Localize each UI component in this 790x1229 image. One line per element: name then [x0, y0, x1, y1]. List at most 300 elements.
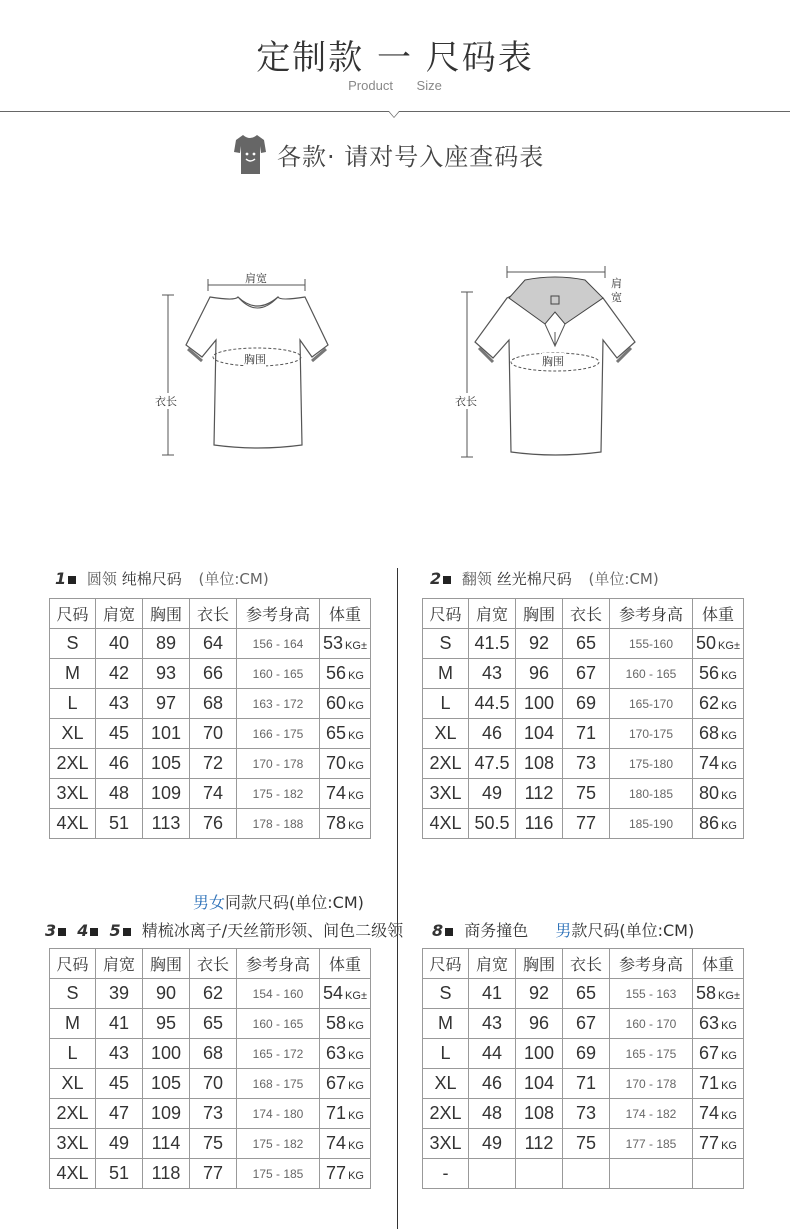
cell-weight: [320, 1129, 371, 1159]
cell-chest: [516, 1159, 563, 1189]
weight-value: 71: [699, 1073, 720, 1093]
cell-height: 163 - 172: [237, 689, 320, 719]
cell-length: 73: [190, 1099, 237, 1129]
section-number: 5: [109, 921, 121, 940]
cell-shoulder: 42: [96, 659, 143, 689]
table-row: [50, 1069, 371, 1099]
cell-shoulder: 48: [96, 779, 143, 809]
cell-length: 62: [190, 979, 237, 1009]
cell-height: 165 - 172: [237, 1039, 320, 1069]
column-header: 参考身高: [610, 599, 693, 629]
table-row: [423, 1159, 744, 1189]
cell-size: L: [423, 689, 469, 719]
cell-length: 72: [190, 749, 237, 779]
cell-shoulder: 46: [469, 1069, 516, 1099]
cell-length: 64: [190, 629, 237, 659]
cell-chest: 96: [516, 1009, 563, 1039]
table-header-row: [423, 599, 744, 629]
cell-size: L: [423, 1039, 469, 1069]
cell-size: S: [50, 629, 96, 659]
table-row: [423, 779, 744, 809]
tshirt-icon: [233, 132, 267, 176]
cell-length: 65: [563, 979, 610, 1009]
cell-weight: [320, 1159, 371, 1189]
cell-shoulder: [469, 1159, 516, 1189]
weight-unit: KG: [721, 1050, 737, 1062]
cell-size: -: [423, 1159, 469, 1189]
column-header: 胸围: [143, 599, 190, 629]
cell-shoulder: 46: [469, 719, 516, 749]
column-header: 参考身高: [237, 949, 320, 979]
column-header: 衣长: [563, 949, 610, 979]
weight-unit: KG: [348, 1050, 364, 1062]
cell-shoulder: 45: [96, 719, 143, 749]
cell-height: 174 - 182: [610, 1099, 693, 1129]
cell-height: 185-190: [610, 809, 693, 839]
cell-chest: 89: [143, 629, 190, 659]
section-name: 同款尺码(单位:CM): [225, 893, 364, 912]
weight-value: 63: [699, 1013, 720, 1033]
cell-length: 69: [563, 1039, 610, 1069]
table-row: [423, 1009, 744, 1039]
cell-length: 67: [563, 1009, 610, 1039]
tee-chest-label: 胸围: [244, 353, 266, 366]
cell-shoulder: 41: [469, 979, 516, 1009]
cell-chest: 95: [143, 1009, 190, 1039]
table-row: [423, 659, 744, 689]
column-header: 体重: [693, 949, 744, 979]
section-collar: 圆领: [86, 570, 117, 588]
column-header: 衣长: [190, 949, 237, 979]
cell-shoulder: 45: [96, 1069, 143, 1099]
tee-shoulder-label: 肩宽: [245, 272, 267, 285]
column-header: 衣长: [190, 599, 237, 629]
cell-shoulder: 39: [96, 979, 143, 1009]
weight-unit: KG: [348, 790, 364, 802]
weight-unit: KG±: [345, 640, 367, 652]
weight-value: 86: [699, 813, 720, 833]
column-header: 胸围: [143, 949, 190, 979]
table-row: [423, 809, 744, 839]
column-header: 参考身高: [610, 949, 693, 979]
table-header-row: [50, 599, 371, 629]
table-row: [50, 1039, 371, 1069]
weight-value: 70: [326, 753, 347, 773]
cell-height: 170 - 178: [237, 749, 320, 779]
cell-height: 175-180: [610, 749, 693, 779]
cell-chest: 105: [143, 1069, 190, 1099]
cell-size: S: [423, 979, 469, 1009]
cell-length: 68: [190, 1039, 237, 1069]
cell-size: M: [423, 659, 469, 689]
table-row: [423, 749, 744, 779]
tee-length-label: 衣长: [155, 395, 177, 408]
cell-size: S: [423, 629, 469, 659]
cell-weight: [693, 629, 744, 659]
cell-chest: 92: [516, 629, 563, 659]
cell-shoulder: 41.5: [469, 629, 516, 659]
cell-length: 71: [563, 1069, 610, 1099]
weight-value: 60: [326, 693, 347, 713]
weight-value: 56: [699, 663, 720, 683]
section-unit: (单位:CM): [588, 570, 659, 588]
polo-length-label: 衣长: [455, 395, 477, 408]
section-2-heading: [430, 568, 659, 589]
size-table-1: [49, 598, 371, 839]
section-pre: 男: [555, 921, 572, 940]
cell-height: 170-175: [610, 719, 693, 749]
cell-chest: 92: [516, 979, 563, 1009]
weight-unit: KG: [721, 730, 737, 742]
cell-shoulder: 43: [469, 1009, 516, 1039]
table-row: [50, 659, 371, 689]
column-header: 胸围: [516, 599, 563, 629]
weight-value: 56: [326, 663, 347, 683]
table-row: [50, 1009, 371, 1039]
cell-length: 74: [190, 779, 237, 809]
cell-shoulder: 48: [469, 1099, 516, 1129]
table-row: [423, 1129, 744, 1159]
cell-weight: [693, 809, 744, 839]
cell-height: 155-160: [610, 629, 693, 659]
weight-unit: KG: [721, 820, 737, 832]
weight-unit: KG: [348, 1080, 364, 1092]
cell-chest: 100: [516, 1039, 563, 1069]
weight-unit: KG: [348, 1140, 364, 1152]
weight-value: 65: [326, 723, 347, 743]
column-header: 体重: [320, 949, 371, 979]
cell-length: 70: [190, 719, 237, 749]
table-row: [423, 979, 744, 1009]
section-desc: 商务撞色: [464, 921, 529, 940]
cell-size: 3XL: [423, 779, 469, 809]
table-row: [50, 629, 371, 659]
cell-chest: 104: [516, 719, 563, 749]
cell-chest: 114: [143, 1129, 190, 1159]
cell-shoulder: 41: [96, 1009, 143, 1039]
weight-unit: KG: [721, 1080, 737, 1092]
cell-height: 174 - 180: [237, 1099, 320, 1129]
table-row: [423, 689, 744, 719]
cell-shoulder: 51: [96, 1159, 143, 1189]
cell-length: 77: [563, 809, 610, 839]
cell-height: 177 - 185: [610, 1129, 693, 1159]
cell-size: XL: [423, 1069, 469, 1099]
weight-value: 67: [326, 1073, 347, 1093]
cell-size: 2XL: [50, 749, 96, 779]
table-row: [423, 1099, 744, 1129]
section-3-heading: [45, 918, 403, 941]
cell-size: 4XL: [423, 809, 469, 839]
cell-shoulder: 43: [96, 1039, 143, 1069]
table-row: [50, 1099, 371, 1129]
table-header-row: [423, 949, 744, 979]
cell-height: 156 - 164: [237, 629, 320, 659]
cell-length: 70: [190, 1069, 237, 1099]
cell-length: [563, 1159, 610, 1189]
cell-length: 77: [190, 1159, 237, 1189]
weight-value: 74: [326, 783, 347, 803]
cell-weight: [320, 979, 371, 1009]
table-row: [423, 719, 744, 749]
weight-unit: KG±: [718, 990, 740, 1002]
weight-value: 63: [326, 1043, 347, 1063]
section-3-title: [193, 890, 364, 913]
weight-unit: KG: [348, 670, 364, 682]
cell-length: 66: [190, 659, 237, 689]
section-name: 款尺码(单位:CM): [571, 921, 695, 940]
cell-chest: 105: [143, 749, 190, 779]
cell-height: 155 - 163: [610, 979, 693, 1009]
cell-shoulder: 49: [96, 1129, 143, 1159]
section-number: 2: [430, 569, 442, 588]
table-row: [423, 629, 744, 659]
cell-length: 65: [190, 1009, 237, 1039]
weight-unit: KG: [348, 1020, 364, 1032]
size-table-3: [49, 948, 371, 1189]
cell-weight: [693, 749, 744, 779]
cell-weight: [320, 719, 371, 749]
column-divider: [397, 568, 398, 1229]
cell-size: M: [50, 1009, 96, 1039]
cell-size: L: [50, 1039, 96, 1069]
cell-weight: [693, 659, 744, 689]
weight-unit: KG: [348, 1170, 364, 1182]
column-header: 体重: [320, 599, 371, 629]
cell-height: 166 - 175: [237, 719, 320, 749]
weight-unit: KG: [721, 700, 737, 712]
weight-value: 53: [323, 633, 344, 653]
weight-unit: KG±: [718, 640, 740, 652]
cell-chest: 112: [516, 1129, 563, 1159]
cell-chest: 97: [143, 689, 190, 719]
cell-chest: 93: [143, 659, 190, 689]
cell-chest: 108: [516, 1099, 563, 1129]
cell-shoulder: 44.5: [469, 689, 516, 719]
cell-height: 180-185: [610, 779, 693, 809]
cell-shoulder: 49: [469, 779, 516, 809]
section-1-heading: [55, 568, 269, 589]
column-header: 肩宽: [96, 949, 143, 979]
cell-height: 160 - 165: [237, 1009, 320, 1039]
column-header: 胸围: [516, 949, 563, 979]
weight-value: 78: [326, 813, 347, 833]
cell-chest: 116: [516, 809, 563, 839]
weight-value: 74: [699, 753, 720, 773]
table-row: [50, 1159, 371, 1189]
weight-value: 77: [326, 1163, 347, 1183]
column-header: 尺码: [423, 949, 469, 979]
size-table-2: [422, 598, 744, 839]
weight-unit: KG: [721, 1140, 737, 1152]
cell-size: 4XL: [50, 809, 96, 839]
cell-size: S: [50, 979, 96, 1009]
cell-chest: 90: [143, 979, 190, 1009]
cell-length: 73: [563, 1099, 610, 1129]
cell-chest: 108: [516, 749, 563, 779]
size-hint: [233, 130, 544, 178]
cell-height: 170 - 178: [610, 1069, 693, 1099]
cell-weight: [320, 659, 371, 689]
cell-weight: [320, 779, 371, 809]
weight-value: 68: [699, 723, 720, 743]
cell-chest: 109: [143, 779, 190, 809]
table-row: [423, 1069, 744, 1099]
cell-weight: [320, 629, 371, 659]
section-name: 纯棉尺码: [121, 570, 182, 588]
page-title: 定制款 一 尺码表: [256, 38, 534, 78]
cell-weight: [320, 1039, 371, 1069]
weight-value: 77: [699, 1133, 720, 1153]
cell-length: 75: [190, 1129, 237, 1159]
cell-weight: [693, 1129, 744, 1159]
cell-weight: [693, 1159, 744, 1189]
cell-length: 69: [563, 689, 610, 719]
cell-size: 2XL: [423, 749, 469, 779]
cell-shoulder: 40: [96, 629, 143, 659]
table-row: [50, 719, 371, 749]
cell-height: 160 - 170: [610, 1009, 693, 1039]
weight-unit: KG: [348, 820, 364, 832]
section-number: 8: [432, 921, 444, 940]
cell-size: 3XL: [423, 1129, 469, 1159]
section-desc: 精梳冰离子/天丝箭形领、间色二级领: [141, 921, 404, 940]
table-row: [50, 1129, 371, 1159]
cell-chest: 100: [516, 689, 563, 719]
table-row: [50, 979, 371, 1009]
cell-weight: [320, 809, 371, 839]
hint-text: 各款· 请对号入座查码表: [277, 142, 545, 171]
section-number: 1: [55, 569, 67, 588]
cell-weight: [693, 689, 744, 719]
cell-weight: [320, 749, 371, 779]
cell-height: 175 - 182: [237, 779, 320, 809]
weight-unit: KG: [721, 760, 737, 772]
cell-chest: 118: [143, 1159, 190, 1189]
cell-height: 175 - 185: [237, 1159, 320, 1189]
cell-height: 160 - 165: [237, 659, 320, 689]
cell-height: 178 - 188: [237, 809, 320, 839]
cell-size: XL: [50, 1069, 96, 1099]
column-header: 尺码: [50, 599, 96, 629]
table-row: [50, 749, 371, 779]
weight-value: 74: [699, 1103, 720, 1123]
column-header: 肩宽: [469, 599, 516, 629]
weight-unit: KG: [721, 1110, 737, 1122]
cell-shoulder: 46: [96, 749, 143, 779]
cell-size: 2XL: [423, 1099, 469, 1129]
cell-shoulder: 47.5: [469, 749, 516, 779]
weight-value: 58: [696, 983, 717, 1003]
cell-size: 2XL: [50, 1099, 96, 1129]
cell-size: L: [50, 689, 96, 719]
column-header: 尺码: [50, 949, 96, 979]
column-header: 体重: [693, 599, 744, 629]
cell-weight: [693, 1069, 744, 1099]
cell-length: 65: [563, 629, 610, 659]
table-row: [423, 1039, 744, 1069]
weight-value: 62: [699, 693, 720, 713]
cell-weight: [320, 1069, 371, 1099]
weight-value: 58: [326, 1013, 347, 1033]
cell-weight: [693, 719, 744, 749]
cell-size: XL: [50, 719, 96, 749]
cell-length: 73: [563, 749, 610, 779]
cell-weight: [320, 1099, 371, 1129]
cell-length: 75: [563, 1129, 610, 1159]
cell-size: 3XL: [50, 779, 96, 809]
cell-chest: 100: [143, 1039, 190, 1069]
cell-height: 160 - 165: [610, 659, 693, 689]
cell-shoulder: 51: [96, 809, 143, 839]
page-subtitle: Product Size: [348, 78, 442, 93]
cell-height: 175 - 182: [237, 1129, 320, 1159]
cell-size: M: [50, 659, 96, 689]
cell-shoulder: 43: [96, 689, 143, 719]
section-collar: 翻领: [461, 570, 492, 588]
section-number: 3: [45, 921, 57, 940]
cell-length: 75: [563, 779, 610, 809]
weight-value: 67: [699, 1043, 720, 1063]
weight-value: 54: [323, 983, 344, 1003]
polo-shoulder-label: 肩宽: [611, 277, 622, 304]
cell-length: 68: [190, 689, 237, 719]
cell-height: 168 - 175: [237, 1069, 320, 1099]
cell-height: 154 - 160: [237, 979, 320, 1009]
cell-size: 4XL: [50, 1159, 96, 1189]
section-pre: 男女: [193, 893, 226, 912]
weight-unit: KG: [721, 790, 737, 802]
size-table-4: [422, 948, 744, 1189]
cell-length: 71: [563, 719, 610, 749]
weight-value: 74: [326, 1133, 347, 1153]
weight-unit: KG: [721, 1020, 737, 1032]
cell-weight: [693, 1039, 744, 1069]
cell-chest: 109: [143, 1099, 190, 1129]
column-header: 衣长: [563, 599, 610, 629]
cell-length: 76: [190, 809, 237, 839]
table-row: [50, 689, 371, 719]
cell-chest: 96: [516, 659, 563, 689]
weight-value: 80: [699, 783, 720, 803]
weight-unit: KG: [348, 730, 364, 742]
cell-height: 165-170: [610, 689, 693, 719]
cell-weight: [693, 1009, 744, 1039]
section-number: 4: [77, 921, 89, 940]
polo-chest-label: 胸围: [542, 355, 564, 368]
section-4-heading: [432, 918, 694, 941]
weight-unit: KG: [348, 1110, 364, 1122]
cell-weight: [693, 979, 744, 1009]
column-header: 尺码: [423, 599, 469, 629]
table-row: [50, 809, 371, 839]
section-unit: (单位:CM): [198, 570, 269, 588]
cell-shoulder: 49: [469, 1129, 516, 1159]
weight-value: 50: [696, 633, 717, 653]
cell-size: XL: [423, 719, 469, 749]
cell-weight: [320, 689, 371, 719]
cell-shoulder: 44: [469, 1039, 516, 1069]
cell-shoulder: 50.5: [469, 809, 516, 839]
cell-length: 67: [563, 659, 610, 689]
table-header-row: [50, 949, 371, 979]
weight-unit: KG: [348, 700, 364, 712]
table-row: [50, 779, 371, 809]
weight-unit: KG±: [345, 990, 367, 1002]
column-header: 肩宽: [469, 949, 516, 979]
weight-value: 71: [326, 1103, 347, 1123]
cell-chest: 113: [143, 809, 190, 839]
